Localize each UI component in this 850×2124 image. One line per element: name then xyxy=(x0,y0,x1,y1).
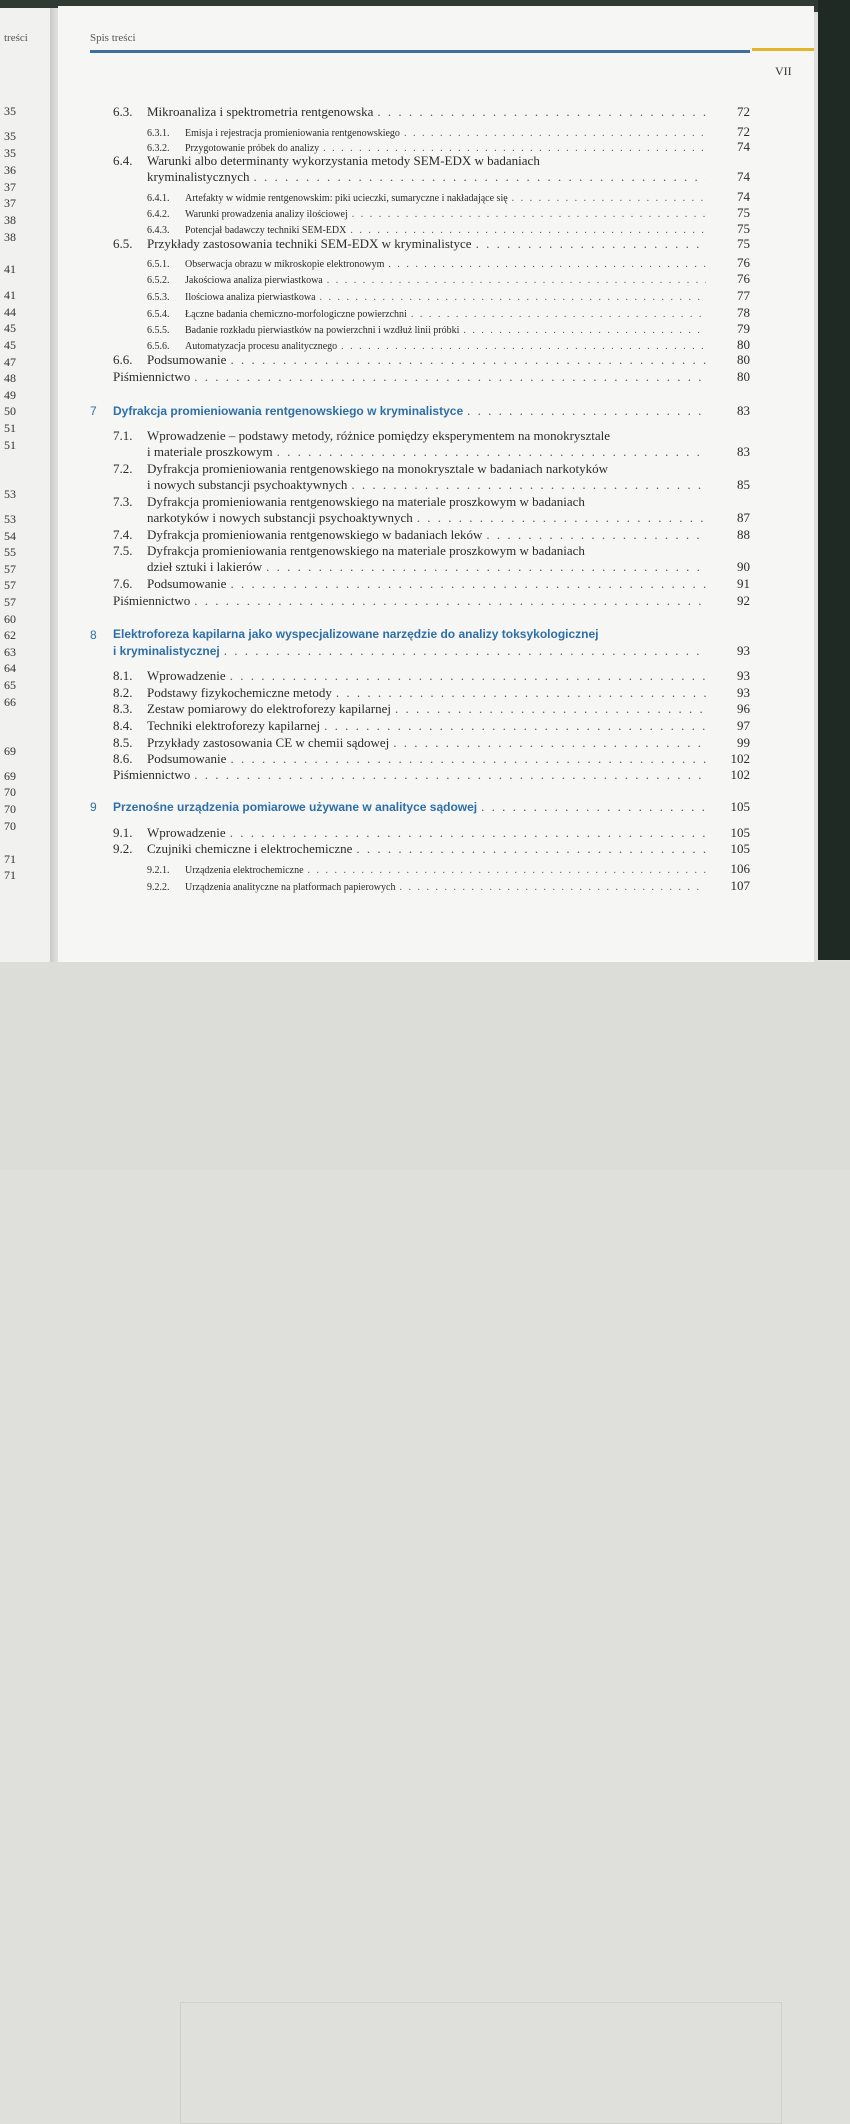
toc-entry xyxy=(113,153,540,169)
toc-entry-title: Zestaw pomiarowy do elektroforezy kapilarnej xyxy=(147,701,392,716)
left-page-number: 57 xyxy=(4,562,16,576)
toc-entry-page: 76 xyxy=(737,271,750,286)
toc-entry-title: Dyfrakcja promieniowania rentgenowskiego w badaniach leków xyxy=(147,527,483,542)
toc-entry-number: 6.3. xyxy=(113,104,133,119)
toc-entry-page: 72 xyxy=(737,104,750,119)
toc-entry-page: 102 xyxy=(730,767,750,782)
toc-subentry xyxy=(147,321,750,337)
toc-entry xyxy=(113,494,585,510)
toc-subentry xyxy=(147,255,750,271)
left-page-number: 50 xyxy=(4,404,16,418)
toc-entry-title: Emisja i rejestracja promieniowania rentgenowskiego xyxy=(185,128,400,139)
toc-entry-page: 90 xyxy=(737,559,750,574)
toc-entry-number: 6.4.2. xyxy=(147,209,170,220)
toc-entry-title: Podsumowanie xyxy=(147,751,227,766)
toc-entry-page: 92 xyxy=(737,593,750,608)
left-page-number: 69 xyxy=(4,744,16,758)
left-page-number: 38 xyxy=(4,213,16,227)
left-page-number: 65 xyxy=(4,678,16,692)
toc-entry-number: 7.4. xyxy=(113,527,133,542)
toc-entry-number: 9.2.1. xyxy=(147,865,170,876)
toc-entry xyxy=(113,352,750,368)
bleed-through-table xyxy=(180,2002,782,2124)
toc-entry-title: Warunki albo determinanty wykorzystania metody SEM-EDX w badaniach xyxy=(147,153,540,168)
toc-subentry xyxy=(147,221,750,237)
toc-entry-continuation xyxy=(147,444,750,460)
left-page-number: 51 xyxy=(4,421,16,435)
toc-entry-number: 9.2.2. xyxy=(147,882,170,893)
chapter-title: Elektroforeza kapilarna jako wyspecjalizowane narzędzie do analizy toksykologicznej xyxy=(113,627,599,641)
toc-entry-number: 8.3. xyxy=(113,701,133,716)
left-page-number: 47 xyxy=(4,355,16,369)
toc-entry-page: 93 xyxy=(737,668,750,683)
left-page-header: treści xyxy=(4,32,28,44)
left-page-number: 53 xyxy=(4,487,16,501)
toc-entry-title: i nowych substancji psychoaktywnych xyxy=(147,477,348,492)
toc-entry-number: 6.5.4. xyxy=(147,309,170,320)
toc-entry-page: 74 xyxy=(737,169,750,184)
toc-entry-title: Badanie rozkładu pierwiastków na powierzchni i wzdłuż linii próbki xyxy=(185,325,460,336)
header-accent-rule xyxy=(752,48,814,51)
toc-bibliography xyxy=(113,767,750,783)
left-page-number: 70 xyxy=(4,785,16,799)
toc-entry-page: 74 xyxy=(737,189,750,204)
left-page-number: 48 xyxy=(4,371,16,385)
toc-entry-number: 7.6. xyxy=(113,576,133,591)
toc-entry-page: 97 xyxy=(737,718,750,733)
left-page-number: 53 xyxy=(4,512,16,526)
toc-entry-number: 8.6. xyxy=(113,751,133,766)
scan-dark-edge-right xyxy=(818,0,850,960)
toc-entry-page: 79 xyxy=(737,321,750,336)
left-page-number: 41 xyxy=(4,262,16,276)
toc-entry-number: 8.2. xyxy=(113,685,133,700)
toc-entry-continuation xyxy=(147,559,750,575)
toc-entry-title: Łączne badania chemiczno-morfologiczne powierzchni xyxy=(185,309,407,320)
toc-entry-continuation xyxy=(147,477,750,493)
toc-entry-page: 93 xyxy=(737,643,750,658)
toc-entry-page: 96 xyxy=(737,701,750,716)
toc-entry-page: 75 xyxy=(737,205,750,220)
toc-entry-page: 105 xyxy=(730,799,750,814)
toc-entry-page: 78 xyxy=(737,305,750,320)
toc-entry-number: 8.1. xyxy=(113,668,133,683)
left-page-number: 57 xyxy=(4,595,16,609)
toc-entry-title: Przygotowanie próbek do analizy xyxy=(185,143,320,154)
chapter-number: 8 xyxy=(90,628,97,642)
toc-entry-title: Ilościowa analiza pierwiastkowa xyxy=(185,292,316,303)
left-page-number: 70 xyxy=(4,819,16,833)
left-page-number: 35 xyxy=(4,104,16,118)
toc-entry-title: Urządzenia elektrochemiczne xyxy=(185,865,304,876)
toc-entry-title: narkotyków i nowych substancji psychoaktywnych xyxy=(147,510,413,525)
left-page-number: 36 xyxy=(4,163,16,177)
toc-entry-title: i materiale proszkowym xyxy=(147,444,273,459)
toc-entry xyxy=(113,104,750,120)
toc-entry-title: Automatyzacja procesu analitycznego xyxy=(185,341,338,352)
toc-entry-page: 88 xyxy=(737,527,750,542)
toc-entry-page: 74 xyxy=(737,139,750,154)
toc-entry-title: Piśmiennictwo xyxy=(113,593,191,608)
header-rule xyxy=(90,50,750,53)
toc-entry-page: 83 xyxy=(737,403,750,418)
toc-entry-number: 6.5.6. xyxy=(147,341,170,352)
toc-subentry xyxy=(147,861,750,877)
toc-entry-continuation xyxy=(147,510,750,526)
toc-entry-page: 93 xyxy=(737,685,750,700)
toc-entry-number: 6.4.1. xyxy=(147,193,170,204)
toc-entry-title: Przykłady zastosowania techniki SEM-EDX w kryminalistyce xyxy=(147,236,472,251)
toc-entry-page: 102 xyxy=(730,751,750,766)
left-page-number: 57 xyxy=(4,578,16,592)
toc-entry-title: Podsumowanie xyxy=(147,352,227,367)
left-page-number: 70 xyxy=(4,802,16,816)
toc-entry-page: 75 xyxy=(737,236,750,251)
left-page-number: 71 xyxy=(4,852,16,866)
left-page-number: 51 xyxy=(4,438,16,452)
toc-entry-title: Wprowadzenie xyxy=(147,825,226,840)
toc-entry-page: 80 xyxy=(737,337,750,352)
chapter-title: Przenośne urządzenia pomiarowe używane w analityce sądowej xyxy=(113,800,478,814)
toc-entry-title: Dyfrakcja promieniowania rentgenowskiego na materiale proszkowym w badaniach xyxy=(147,494,585,509)
toc-entry-page: 83 xyxy=(737,444,750,459)
toc-chapter xyxy=(113,799,750,815)
toc-entry-number: 6.4.3. xyxy=(147,225,170,236)
toc-subentry xyxy=(147,205,750,221)
toc-entry-title: Piśmiennictwo xyxy=(113,767,191,782)
toc-entry-title: dzieł sztuki i lakierów xyxy=(147,559,263,574)
toc-entry xyxy=(113,825,750,841)
toc-entry-page: 80 xyxy=(737,352,750,367)
toc-entry-number: 6.3.2. xyxy=(147,143,170,154)
toc-entry-page: 77 xyxy=(737,288,750,303)
toc-entry xyxy=(113,668,750,684)
chapter-number: 7 xyxy=(90,404,97,418)
left-page-number: 41 xyxy=(4,288,16,302)
toc-entry-number: 6.5. xyxy=(113,236,133,251)
toc-entry-continuation xyxy=(147,169,750,185)
toc-subentry xyxy=(147,189,750,205)
toc-subentry xyxy=(147,305,750,321)
toc-entry xyxy=(113,428,610,444)
toc-entry-title: kryminalistycznych xyxy=(147,169,250,184)
toc-chapter-continuation xyxy=(113,643,750,659)
toc-entry-number: 7.5. xyxy=(113,543,133,558)
left-page-number: 35 xyxy=(4,129,16,143)
toc-entry xyxy=(113,685,750,701)
toc-entry xyxy=(113,461,608,477)
page-header-title: Spis treści xyxy=(90,32,136,44)
toc-entry-page: 105 xyxy=(730,841,750,856)
toc-entry-number: 6.4. xyxy=(113,153,133,168)
toc-entry-title: Wprowadzenie – podstawy metody, różnice pomiędzy eksperymentem na monokrysztale xyxy=(147,428,611,443)
toc-entry-number: 6.6. xyxy=(113,352,133,367)
toc-entry xyxy=(113,576,750,592)
toc-entry xyxy=(113,236,750,252)
toc-entry-title: Podstawy fizykochemiczne metody xyxy=(147,685,332,700)
toc-chapter xyxy=(113,403,750,419)
toc-entry-page: 106 xyxy=(730,861,750,876)
toc-subentry xyxy=(147,124,750,140)
toc-entry-number: 6.5.2. xyxy=(147,275,170,286)
left-page-number: 64 xyxy=(4,661,16,675)
toc-entry-title: Dyfrakcja promieniowania rentgenowskiego na monokrysztale w badaniach narkotyków xyxy=(147,461,608,476)
toc-entry-number: 6.3.1. xyxy=(147,128,170,139)
toc-entry xyxy=(113,701,750,717)
toc-entry-number: 9.2. xyxy=(113,841,133,856)
toc-entry xyxy=(113,841,750,857)
left-page-number: 49 xyxy=(4,388,16,402)
left-page-number: 38 xyxy=(4,230,16,244)
toc-entry-page: 87 xyxy=(737,510,750,525)
toc-entry-page: 105 xyxy=(730,825,750,840)
toc-entry-title: Artefakty w widmie rentgenowskim: piki ucieczki, sumaryczne i nakładające się xyxy=(185,193,508,204)
toc-entry-title: Potencjał badawczy techniki SEM-EDX xyxy=(185,225,347,236)
toc-entry-title: Techniki elektroforezy kapilarnej xyxy=(147,718,321,733)
left-page-number: 62 xyxy=(4,628,16,642)
toc-entry-page: 85 xyxy=(737,477,750,492)
toc-entry-page: 80 xyxy=(737,369,750,384)
toc-entry-page: 99 xyxy=(737,735,750,750)
scan-background-lower xyxy=(0,962,850,1170)
toc-entry-page: 91 xyxy=(737,576,750,591)
left-page-number: 35 xyxy=(4,146,16,160)
left-page-number: 44 xyxy=(4,305,16,319)
toc-entry-title: Wprowadzenie xyxy=(147,668,226,683)
toc-subentry xyxy=(147,878,750,894)
toc-entry-number: 7.1. xyxy=(113,428,133,443)
toc-subentry xyxy=(147,337,750,353)
toc-entry-title: Mikroanaliza i spektrometria rentgenowska xyxy=(147,104,374,119)
left-page-number: 54 xyxy=(4,529,16,543)
toc-entry xyxy=(113,543,585,559)
left-page-number: 71 xyxy=(4,868,16,882)
toc-subentry xyxy=(147,288,750,304)
toc-entry-number: 7.3. xyxy=(113,494,133,509)
chapter-title: i kryminalistycznej xyxy=(113,644,220,658)
toc-entry-page: 75 xyxy=(737,221,750,236)
toc-entry-title: Przykłady zastosowania CE w chemii sądowej xyxy=(147,735,390,750)
toc-entry-number: 8.5. xyxy=(113,735,133,750)
toc-bibliography xyxy=(113,369,750,385)
left-page-number: 37 xyxy=(4,180,16,194)
toc-entry-number: 7.2. xyxy=(113,461,133,476)
left-page-number: 55 xyxy=(4,545,16,559)
toc-entry-title: Jakościowa analiza pierwiastkowa xyxy=(185,275,323,286)
toc-entry-title: Warunki prowadzenia analizy ilościowej xyxy=(185,209,348,220)
toc-entry-page: 76 xyxy=(737,255,750,270)
left-page-number: 66 xyxy=(4,695,16,709)
chapter-number: 9 xyxy=(90,800,97,814)
toc-entry-title: Dyfrakcja promieniowania rentgenowskiego na materiale proszkowym w badaniach xyxy=(147,543,585,558)
left-page-number: 37 xyxy=(4,196,16,210)
toc-entry-title: Czujniki chemiczne i elektrochemiczne xyxy=(147,841,353,856)
toc-entry-title: Podsumowanie xyxy=(147,576,227,591)
toc-entry xyxy=(113,751,750,767)
toc-entry-page: 107 xyxy=(730,878,750,893)
toc-entry xyxy=(113,735,750,751)
toc-entry xyxy=(113,718,750,734)
toc-entry-number: 9.1. xyxy=(113,825,133,840)
toc-entry-page: 72 xyxy=(737,124,750,139)
chapter-title: Dyfrakcja promieniowania rentgenowskiego w kryminalistyce xyxy=(113,404,464,418)
toc-entry-number: 8.4. xyxy=(113,718,133,733)
toc-entry-number: 6.5.5. xyxy=(147,325,170,336)
toc-entry xyxy=(113,527,750,543)
toc-bibliography xyxy=(113,593,750,609)
left-page-number: 60 xyxy=(4,612,16,626)
toc-entry-title: Piśmiennictwo xyxy=(113,369,191,384)
toc-entry-title: Urządzenia analityczne na platformach papierowych xyxy=(185,882,396,893)
left-page-number: 69 xyxy=(4,769,16,783)
left-page-number: 63 xyxy=(4,645,16,659)
toc-entry-number: 6.5.3. xyxy=(147,292,170,303)
left-page-number: 45 xyxy=(4,338,16,352)
left-page-number: 45 xyxy=(4,321,16,335)
toc-entry-number: 6.5.1. xyxy=(147,259,170,270)
toc-entry-title: Obserwacja obrazu w mikroskopie elektronowym xyxy=(185,259,385,270)
toc-subentry xyxy=(147,271,750,287)
page-number: VII xyxy=(775,64,792,78)
